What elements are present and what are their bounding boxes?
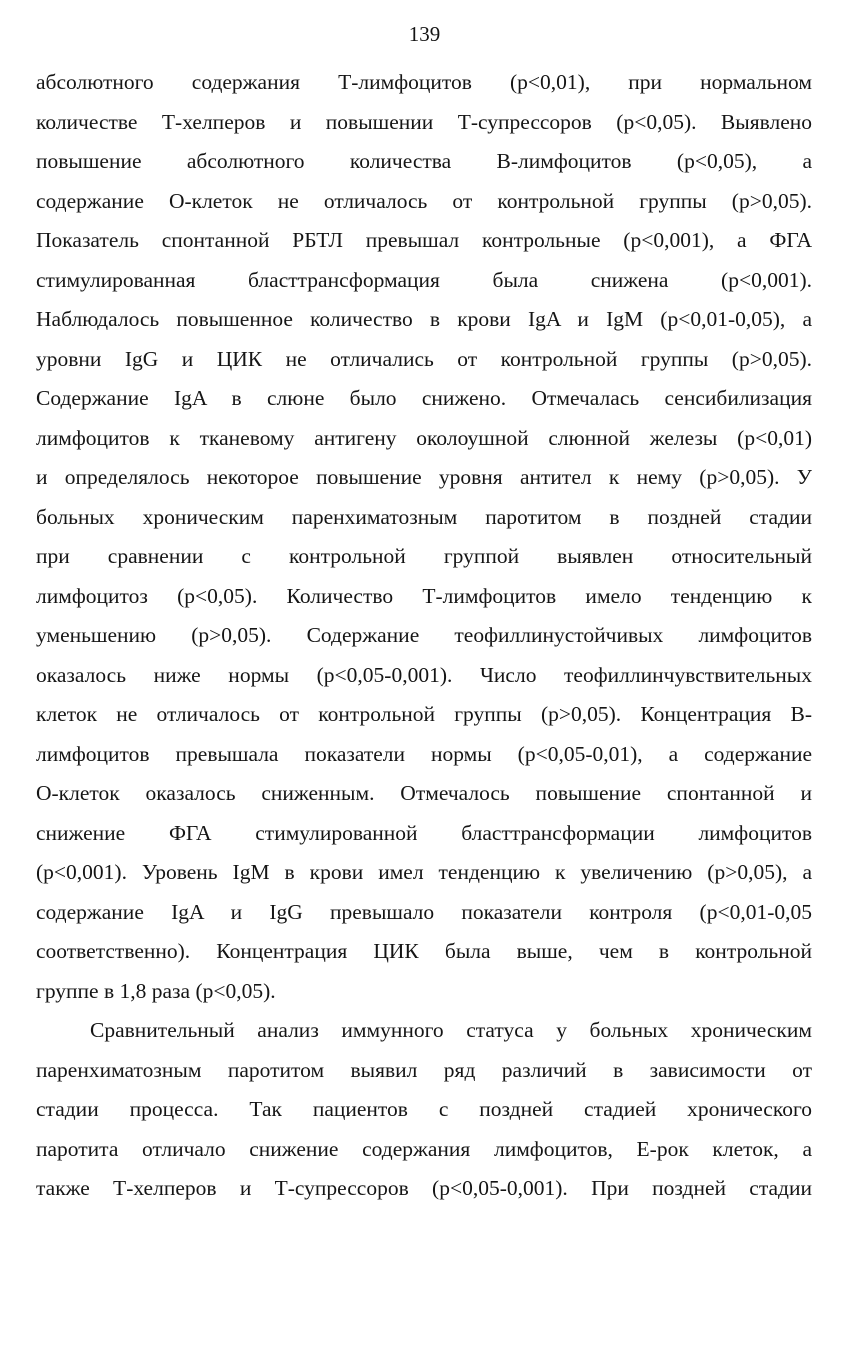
text-line: Содержание IgA в слюне было снижено. Отмечалась сенсибилизация	[36, 386, 812, 410]
text-line: при сравнении с контрольной группой выявлен относительный	[36, 544, 812, 568]
text-line: Наблюдалось повышенное количество в крови IgA и IgM (р<0,01-0,05), а	[36, 307, 812, 331]
text-line: содержание О-клеток не отличалось от контрольной группы (р>0,05).	[36, 188, 812, 213]
text-line: О-клеток оказалось сниженным. Отмечалось повышение спонтанной и	[36, 781, 812, 805]
text-line: оказалось ниже нормы (р<0,05-0,001). Число теофиллинчувствительных	[36, 662, 812, 687]
text-line: содержание IgA и IgG превышало показатели контроля (р<0,01-0,05	[36, 899, 812, 924]
text-line: (р<0,001). Уровень IgM в крови имел тенденцию к увеличению (р>0,05), а	[36, 860, 812, 884]
text-line: также Т-хелперов и Т-супрессоров (р<0,05-0,001). При поздней стадии	[36, 1176, 812, 1200]
text-line: больных хроническим паренхиматозным паротитом в поздней стадии	[36, 504, 812, 529]
page-number: 139	[408, 22, 441, 46]
text-line: стимулированная бласттрансформация была снижена (р<0,001).	[36, 267, 812, 292]
paragraph-first-line: Сравнительный анализ иммунного статуса у больных хроническим	[90, 1018, 812, 1042]
text-line: клеток не отличалось от контрольной группы (р>0,05). Концентрация В-	[36, 702, 812, 726]
text-line: соответственно). Концентрация ЦИК была выше, чем в контрольной	[36, 939, 812, 963]
text-line: повышение абсолютного количества В-лимфоцитов (р<0,05), а	[36, 149, 812, 173]
text-line: группе в 1,8 раза (р<0,05).	[36, 978, 276, 1003]
text-line: паротита отличало снижение содержания лимфоцитов, Е-рок клеток, а	[36, 1136, 812, 1161]
text-line: Показатель спонтанной РБТЛ превышал контрольные (р<0,001), а ФГА	[36, 228, 812, 252]
text-line: абсолютного содержания Т-лимфоцитов (р<0,01), при нормальном	[36, 70, 812, 94]
text-line: лимфоцитов превышала показатели нормы (р<0,05-0,01), а содержание	[36, 741, 812, 766]
text-line: и определялось некоторое повышение уровня антител к нему (р>0,05). У	[36, 465, 812, 489]
text-line: снижение ФГА стимулированной бласттрансформации лимфоцитов	[36, 820, 812, 845]
text-line: лимфоцитоз (р<0,05). Количество Т-лимфоцитов имело тенденцию к	[36, 583, 812, 608]
text-line: количестве Т-хелперов и повышении Т-супрессоров (р<0,05). Выявлено	[36, 109, 812, 134]
text-line: стадии процесса. Так пациентов с поздней стадией хронического	[36, 1097, 812, 1121]
text-line: уровни IgG и ЦИК не отличались от контрольной группы (р>0,05).	[36, 346, 812, 371]
text-line: лимфоцитов к тканевому антигену околоушной слюнной железы (р<0,01)	[36, 425, 812, 450]
text-line: паренхиматозным паротитом выявил ряд различий в зависимости от	[36, 1057, 812, 1082]
text-line: уменьшению (р>0,05). Содержание теофиллинустойчивых лимфоцитов	[36, 623, 812, 647]
body-text	[36, 63, 812, 1209]
